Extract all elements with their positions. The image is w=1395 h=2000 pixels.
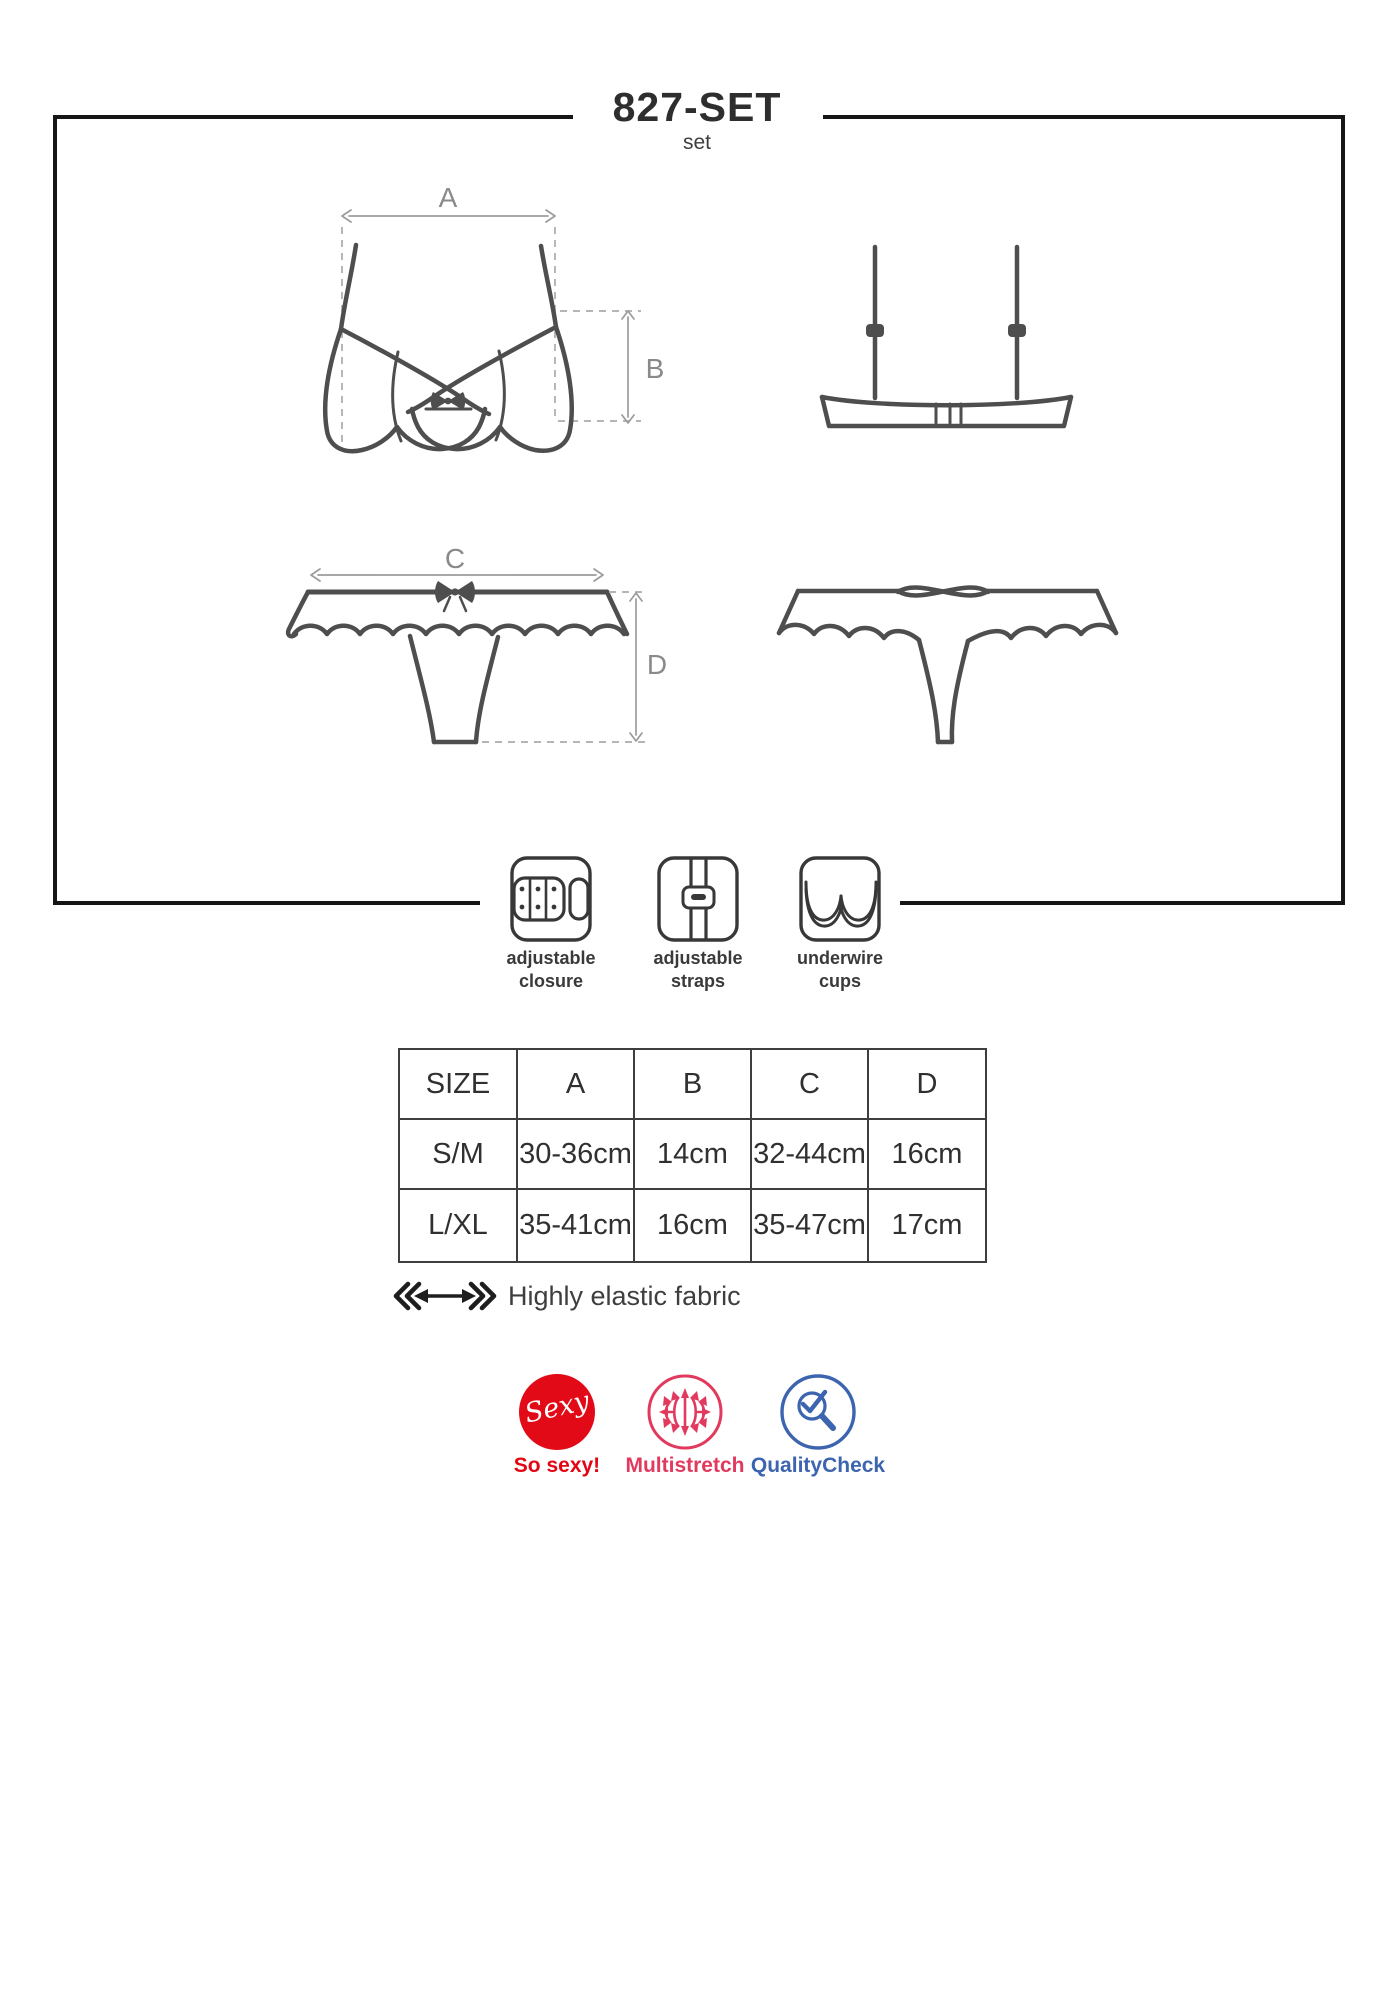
fabric-note: Highly elastic fabric (508, 1281, 741, 1311)
size-table-header: C (751, 1049, 868, 1119)
value-cell: 32-44cm (751, 1119, 868, 1189)
value-cell: 14cm (634, 1119, 751, 1189)
panty-front-drawing (288, 569, 650, 742)
panty-back-drawing (779, 588, 1116, 742)
value-cell: 30-36cm (517, 1119, 634, 1189)
bra-front-drawing (325, 210, 641, 451)
adjustable-straps-icon (659, 858, 737, 940)
size-table-row (399, 1189, 986, 1262)
size-cell: S/M (399, 1119, 517, 1189)
size-table-header: SIZE (399, 1049, 517, 1119)
dimension-label-a: A (438, 182, 458, 213)
feature-label-underwire: underwire cups (796, 948, 884, 991)
bow-icon (431, 392, 466, 410)
page-title: 827-SET (612, 84, 782, 130)
value-cell: 35-47cm (751, 1189, 868, 1262)
size-table-header-row (399, 1049, 986, 1119)
size-table-header: A (517, 1049, 634, 1119)
bow-icon (435, 581, 475, 611)
value-cell: 16cm (868, 1119, 986, 1189)
badge-label-quality-check: QualityCheck (750, 1454, 886, 1477)
multistretch-badge (649, 1376, 721, 1448)
value-cell: 16cm (634, 1189, 751, 1262)
page-subtitle: set (682, 131, 711, 154)
feature-label-closure: adjustable closure (506, 948, 596, 991)
stretch-arrow-icon (396, 1284, 494, 1308)
badge-label-multistretch: Multistretch (625, 1454, 745, 1477)
dimension-label-b: B (645, 353, 665, 384)
dimension-label-c: C (444, 543, 466, 574)
adjustable-closure-icon (512, 858, 590, 940)
size-table-header: D (868, 1049, 986, 1119)
frame-border (53, 115, 1345, 905)
underwire-cups-icon (801, 858, 879, 940)
quality-check-badge (782, 1376, 854, 1448)
size-table-header: B (634, 1049, 751, 1119)
feature-label-straps: adjustable straps (653, 948, 743, 991)
value-cell: 17cm (868, 1189, 986, 1262)
bra-back-drawing (822, 247, 1071, 426)
size-cell: L/XL (399, 1189, 517, 1262)
badge-label-so-sexy: So sexy! (513, 1454, 601, 1477)
dimension-label-d: D (646, 649, 668, 680)
size-table-row (399, 1119, 986, 1189)
size-table (398, 1048, 987, 1263)
value-cell: 35-41cm (517, 1189, 634, 1262)
sexy-badge-text: Sexy (522, 1385, 592, 1430)
